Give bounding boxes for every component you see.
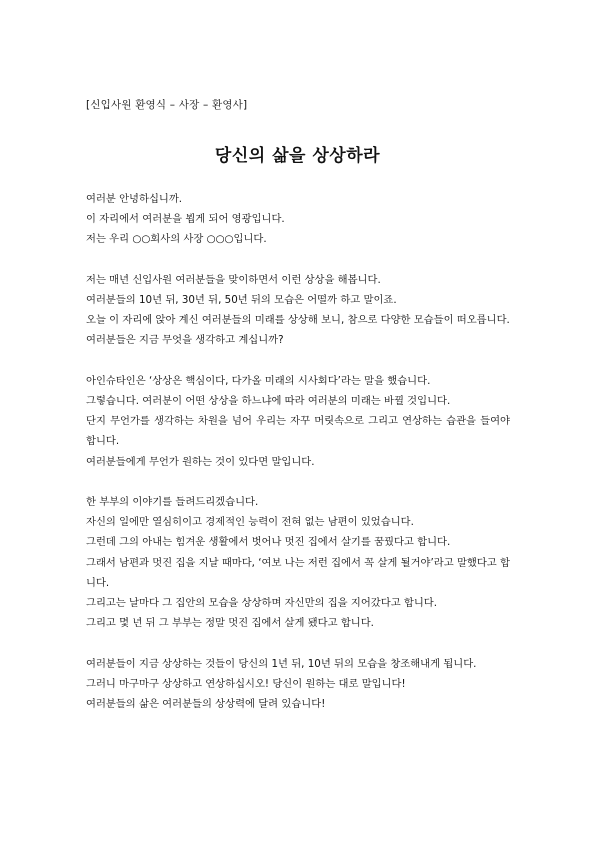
text-line: 단지 무언가를 생각하는 차원을 넘어 우리는 자꾸 머릿속으로 그리고 연상하는 습관을 들여야 합니다. xyxy=(86,415,510,448)
text-line: 여러분들의 삶은 여러분들의 상상력에 달려 있습니다! xyxy=(86,698,326,711)
text-line: 그러니 마구마구 상상하고 연상하십시오! 당신이 원하는 대로 말입니다! xyxy=(86,677,406,690)
text-line: 한 부부의 이야기를 들려드리겠습니다. xyxy=(86,496,259,508)
text-line: 그리고는 날마다 그 집안의 모습을 상상하며 자신만의 집을 지어갔다고 합니다. xyxy=(86,597,438,610)
paragraph xyxy=(86,492,510,633)
text-line: 오늘 이 자리에 앉아 계신 여러분들의 미래를 상상해 보니, 참으로 다양한 모습들이 떠오릅니다. xyxy=(86,314,510,327)
text-line: 여러분들의 10년 뒤, 30년 뒤, 50년 뒤의 모습은 어떨까 하고 말이죠. xyxy=(86,294,397,306)
paragraph xyxy=(86,371,510,472)
text-line: 여러분들에게 무언가 원하는 것이 있다면 말입니다. xyxy=(86,455,315,468)
paragraph xyxy=(86,654,510,715)
text-line: 그런데 그의 아내는 힘겨운 생활에서 벗어나 멋진 집에서 살기를 꿈꿨다고 합니다. xyxy=(86,536,451,549)
text-line: 여러분 안녕하십니까. xyxy=(86,193,183,205)
text-line: 그렇습니다. 여러분이 어떤 상상을 하느냐에 따라 여러분의 미래는 바뀔 것입니다. xyxy=(86,395,451,407)
text-line: 아인슈타인은 ‘상상은 핵심이다, 다가올 미래의 시사회다’라는 말을 했습니다. xyxy=(86,374,431,387)
paragraph xyxy=(86,189,510,250)
text-line: 여러분들이 지금 상상하는 것들이 당신의 1년 뒤, 10년 뒤의 모습을 창조해내게 됩니다. xyxy=(86,657,477,670)
text-line: 여러분들은 지금 무엇을 생각하고 계십니까? xyxy=(86,334,284,347)
text-line: 그리고 몇 년 뒤 그 부부는 정말 멋진 집에서 살게 됐다고 합니다. xyxy=(86,617,374,630)
text-line: 이 자리에서 여러분을 뵙게 되어 영광입니다. xyxy=(86,213,285,226)
text-line: 저는 매년 신입사원 여러분들을 맞이하면서 이런 상상을 해봅니다. xyxy=(86,273,381,286)
document-body xyxy=(86,189,510,734)
text-line: 저는 우리 ○○회사의 사장 ○○○입니다. xyxy=(86,233,267,246)
text-line: 그래서 남편과 멋진 집을 지날 때마다, ‘여보 나는 저런 집에서 꼭 살게 될거야’라고 말했다고 합니다. xyxy=(86,556,510,589)
document-header-tag: [신입사원 환영식 – 사장 – 환영사] xyxy=(86,99,248,111)
document-title: 당신의 삶을 상상하라 xyxy=(214,146,381,166)
paragraph xyxy=(86,270,510,351)
text-line: 자신의 일에만 열심히이고 경제적인 능력이 전혀 없는 남편이 있었습니다. xyxy=(86,516,414,529)
